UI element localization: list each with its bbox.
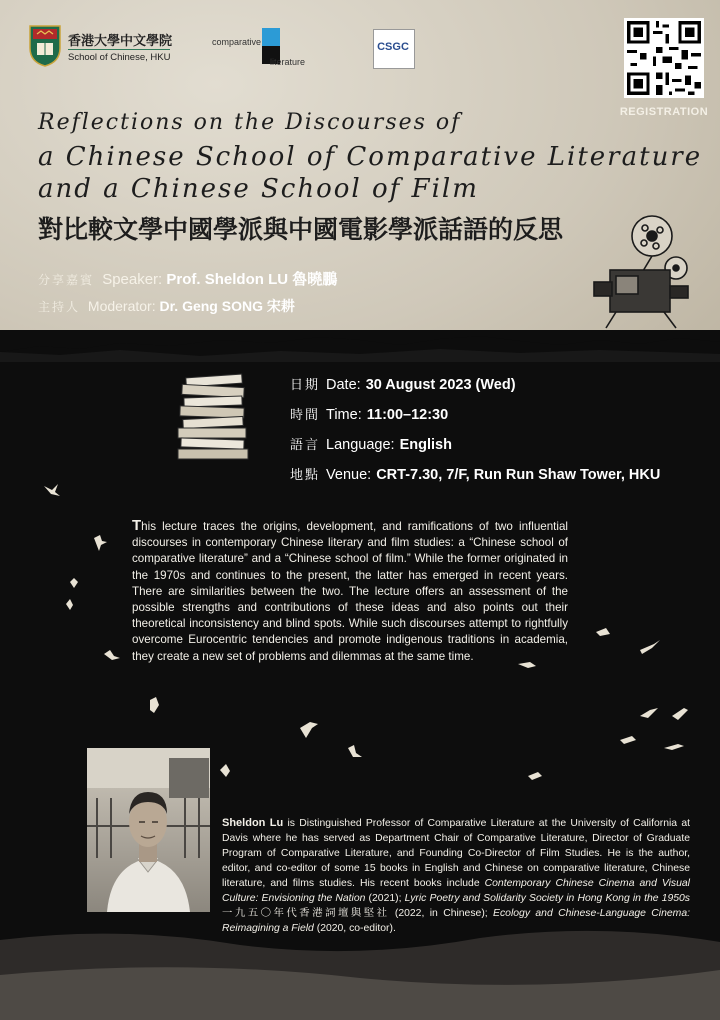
bird bbox=[664, 744, 684, 750]
detail-label-en: Date: bbox=[326, 377, 361, 393]
detail-label-en: Language: bbox=[326, 437, 395, 453]
speaker-label-cn: 分享嘉賓 bbox=[38, 273, 95, 287]
bio-book-title: Contemporary Chinese Cinema and Visual Culture: Envisioning the Nation bbox=[222, 878, 690, 904]
bio-text: (2022, in Chinese); bbox=[389, 908, 494, 919]
speaker-name: Prof. Sheldon LU 魯曉鵬 bbox=[166, 271, 338, 288]
bird bbox=[104, 650, 120, 660]
bird bbox=[640, 640, 660, 654]
registration-label: REGISTRATION bbox=[619, 106, 709, 118]
detail-venue bbox=[290, 464, 660, 494]
abstract-text: his lecture traces the origins, development, and ramifications of two influential discourses in contemporary Chinese literary and film studies: a “Chinese school of comparative literature” and a “Chinese school of film.” While the former originated in the 1970s and continues to the present, the latter has emerged in recent years. There are similarities between the two. The lecture offers an assessment of the possible strengths and contributions of these ideas and also points out their theoretical inconsistency and blind spots. While such discourses attempt to rightfully overcome Eurocentric tendencies and promote indigenous traditions in academia, they create a new set of problems and dilemmas at the same time. bbox=[132, 520, 568, 663]
bio-book-title: Lyric Poetry and Solidarity Society in Hong Kong in the 1950s bbox=[404, 893, 690, 904]
speaker-line bbox=[38, 268, 337, 289]
bird bbox=[620, 736, 636, 744]
hku-name-en: School of Chinese, HKU bbox=[68, 52, 171, 63]
detail-label-cn: 時間 bbox=[290, 408, 321, 423]
event-details bbox=[290, 374, 660, 494]
film-projector-illustration bbox=[594, 216, 688, 328]
moderator-line bbox=[38, 296, 295, 316]
moderator-name: Dr. Geng SONG 宋耕 bbox=[159, 298, 295, 314]
bird bbox=[66, 599, 73, 610]
detail-value: CRT-7.30, 7/F, Run Run Shaw Tower, HKU bbox=[376, 467, 661, 483]
detail-label-en: Venue: bbox=[326, 467, 372, 483]
bio-book-title-cn: 一九五〇年代香港詞壇與堅社 bbox=[222, 908, 390, 919]
bird bbox=[44, 484, 60, 496]
detail-label-cn: 地點 bbox=[290, 468, 321, 483]
books-illustration bbox=[178, 374, 248, 459]
bird bbox=[528, 772, 542, 780]
detail-label-cn: 日期 bbox=[290, 378, 321, 393]
speaker-label-en: Speaker: bbox=[102, 271, 163, 288]
bird bbox=[596, 628, 610, 636]
bio-speaker-name: Sheldon Lu bbox=[222, 817, 284, 829]
bio-text: (2021); bbox=[365, 893, 405, 904]
bird bbox=[672, 708, 688, 720]
moderator-label-en: Moderator: bbox=[87, 298, 156, 314]
comparative-logo-text: comparative bbox=[212, 37, 262, 47]
bird bbox=[94, 535, 107, 551]
detail-value: 30 August 2023 (Wed) bbox=[365, 377, 516, 393]
bio-book-title: Ecology and Chinese-Language Cinema: Reimagining a Field bbox=[222, 908, 690, 934]
bird bbox=[70, 578, 78, 588]
bird bbox=[300, 722, 318, 738]
bird bbox=[150, 697, 159, 713]
title-line-3: and a Chinese School of Film bbox=[38, 174, 479, 204]
detail-value: 11:00–12:30 bbox=[366, 407, 449, 423]
bio-text: (2020, co-editor). bbox=[313, 923, 396, 934]
abstract-drop-letter: T bbox=[132, 517, 142, 534]
bird bbox=[348, 745, 362, 757]
detail-label-en: Time: bbox=[326, 407, 362, 423]
detail-label-cn: 語言 bbox=[290, 438, 321, 453]
lecture-abstract bbox=[132, 518, 568, 665]
detail-language bbox=[290, 434, 660, 464]
detail-time bbox=[290, 404, 660, 434]
title-chinese: 對比較文學中國學派與中國電影學派話語的反思 bbox=[38, 215, 564, 244]
hku-divider bbox=[68, 49, 170, 50]
bio-text: is Distinguished Professor of Comparative Literature at the University of California at Davis where he has served as Department Chair of Comparative Literature, Director of Graduate Program of Comparative Literature, and Founding Co-Director of Film Studies. He is the author, editor, and co-editor of some 15 books in English and Chinese on comparative literature, Chinese literature, and films studies. His recent books include bbox=[222, 818, 690, 889]
bird bbox=[220, 764, 230, 777]
bird bbox=[640, 708, 658, 718]
registration-qr-code[interactable] bbox=[624, 18, 704, 98]
literature-logo-text: literature bbox=[270, 57, 306, 67]
speaker-photo bbox=[87, 748, 210, 912]
csgc-logo-text: CSGC bbox=[377, 41, 409, 53]
speaker-bio bbox=[222, 816, 690, 936]
moderator-label-cn: 主持人 bbox=[38, 300, 81, 314]
detail-value: English bbox=[399, 437, 452, 453]
detail-date bbox=[290, 374, 660, 404]
title-line-2: a Chinese School of Comparative Literature bbox=[38, 142, 703, 172]
title-line-1: Reflections on the Discourses of bbox=[38, 110, 462, 135]
hku-crest-logo bbox=[28, 24, 62, 68]
hku-name-cn: 香港大學中文學院 bbox=[68, 34, 173, 49]
